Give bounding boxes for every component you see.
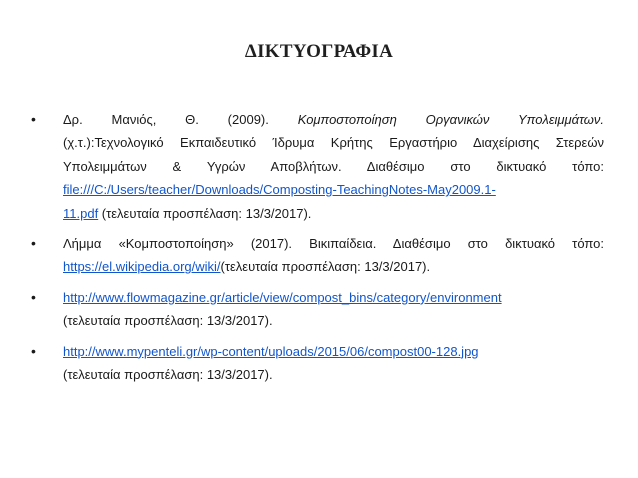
reference-author: Δρ. Μανιός, Θ. (2009). (63, 112, 269, 127)
reference-title: Κομποστοποίηση Οργανικών Υπολειμμάτων. (297, 112, 604, 127)
access-date: (τελευταία προσπέλαση: 13/3/2017). (220, 259, 431, 275)
reference-line (63, 108, 604, 131)
reference-line (63, 286, 604, 309)
bullet-icon: • (31, 288, 36, 305)
reference-line: Υπολειμμάτων & Υγρών Αποβλήτων. Διαθέσιμο στο δικτυακό τόπο: (63, 158, 604, 174)
reference-list (31, 108, 604, 386)
reference-line (63, 340, 604, 363)
bullet-icon: • (31, 342, 36, 359)
reference-link-1-cont[interactable]: 11.pdf (63, 205, 99, 221)
access-date: (τελευταία προσπέλαση: 13/3/2017). (63, 367, 273, 383)
reference-item-1 (31, 108, 604, 225)
access-date: (τελευταία προσπέλαση: 13/3/2017). (63, 313, 273, 329)
reference-link-2[interactable]: https://el.wikipedia.org/wiki/ (63, 259, 221, 275)
access-date: (τελευταία προσπέλαση: 13/3/2017). (98, 205, 312, 221)
reference-link-1[interactable]: file:///C:/Users/teacher/Downloads/Composting-TeachingNotes-May2009.1- (63, 182, 496, 198)
bullet-icon: • (31, 235, 36, 252)
reference-item-4 (31, 340, 604, 387)
page-title: ΔΙΚΤΥΟΓΡΑΦΙΑ (244, 41, 394, 62)
reference-item-3 (31, 286, 604, 333)
reference-link-4[interactable]: http://www.mypenteli.gr/wp-content/uploads/2015/06/compost00-128.jpg (63, 343, 479, 359)
reference-line (63, 178, 604, 201)
reference-link-3[interactable]: http://www.flowmagazine.gr/article/view/compost_bins/category/environment (63, 289, 502, 305)
reference-item-2 (31, 232, 604, 279)
reference-line: Λήμμα «Κομποστοποίηση» (2017). Βικιπαίδεια. Διαθέσιμο στο δικτυακό τόπο: (63, 236, 604, 252)
reference-line: (χ.τ.):Τεχνολογικό Εκπαιδευτικό Ίδρυμα Κρήτης Εργαστήριο Διαχείρισης Στερεών (63, 135, 604, 151)
reference-line (63, 255, 604, 278)
bullet-icon: • (31, 111, 36, 127)
reference-line (63, 202, 604, 225)
